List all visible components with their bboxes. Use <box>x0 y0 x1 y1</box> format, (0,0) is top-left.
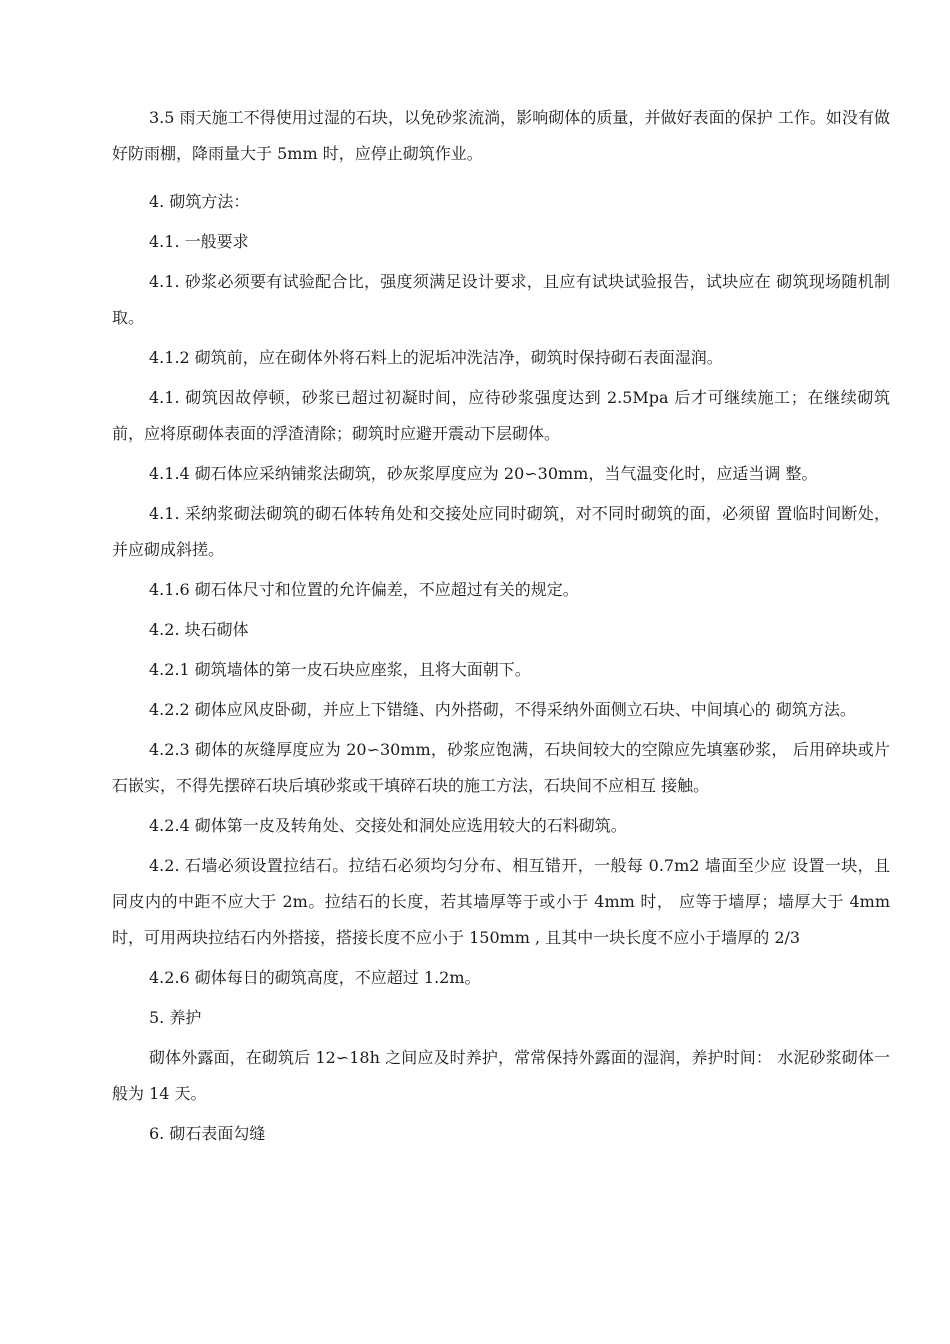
paragraph-4-2-6-daily-height: 4.2.6 砌体每日的砌筑高度，不应超过 1.2m。 <box>149 968 481 987</box>
document-page <box>112 100 890 1156</box>
paragraph-4-1-3-stoppage: 4.1. 砌筑因故停顿，砂浆已超过初凝时间，应待砂浆强度达到 2.5Mpa 后才可继续施工；在继续砌筑前，应将原砌体表面的浮渣清除；砌筑时应避开震动下层砌体。 <box>112 388 890 443</box>
paragraph-4-1-4-mortar-bed: 4.1.4 砌石体应采纳铺浆法砌筑，砂灰浆厚度应为 20∽30mm，当气温变化时，应适当调 整。 <box>149 464 818 483</box>
paragraph-4-2-4-large-stones: 4.2.4 砌体第一皮及转角处、交接处和洞处应选用较大的石料砌筑。 <box>149 816 627 835</box>
heading-4-2-rubble-masonry: 4.2. 块石砌体 <box>149 620 249 639</box>
paragraph-4-1-6-tolerance: 4.1.6 砌石体尺寸和位置的允许偏差，不应超过有关的规定。 <box>149 580 579 599</box>
paragraph-5-curing-detail: 砌体外露面，在砌筑后 12∽18h 之间应及时养护，常常保持外露面的湿润，养护时间： 水泥砂浆砌体一般为 14 天。 <box>112 1048 890 1103</box>
paragraph-4-2-1-first-course: 4.2.1 砌筑墙体的第一皮石块应座浆，且将大面朝下。 <box>149 660 531 679</box>
heading-4-masonry-method: 4. 砌筑方法： <box>149 192 250 211</box>
heading-5-curing: 5. 养护 <box>149 1008 202 1027</box>
heading-4-1-general-requirements: 4.1. 一般要求 <box>149 232 249 251</box>
paragraph-4-2-3-joints: 4.2.3 砌体的灰缝厚度应为 20∽30mm，砂浆应饱满，石块间较大的空隙应先填塞砂浆， 后用碎块或片石嵌实，不得先摆碎石块后填砂浆或干填碎石块的施工方法，石块间不应相互 接触。 <box>112 740 890 795</box>
paragraph-4-1-5-corners: 4.1. 采纳浆砌法砌筑的砌石体转角处和交接处应同时砌筑，对不同时砌筑的面，必须留 置临时间断处，并应砌成斜搓。 <box>112 504 890 559</box>
paragraph-4-1-2-cleaning: 4.1.2 砌筑前，应在砌体外将石料上的泥垢冲洗洁净，砌筑时保持砌石表面湿润。 <box>149 348 723 367</box>
paragraph-3-5-rain-construction: 3.5 雨天施工不得使用过湿的石块，以免砂浆流淌，影响砌体的质量，并做好表面的保护 工作。如没有做好防雨棚，降雨量大于 5mm 时，应停止砌筑作业。 <box>112 108 890 163</box>
paragraph-4-2-5-tie-stones: 4.2. 石墙必须设置拉结石。拉结石必须均匀分布、相互错开，一般每 0.7m2 墙面至少应 设置一块，且同皮内的中距不应大于 2m。拉结石的长度，若其墙厚等于或小于 4mm 时， 应等于墙厚；墙厚大于 4mm 时，可用两块拉结石内外搭接，搭接长度不应小于 150mm , 且其中一块长度不应小于墙厚的 2/3 <box>112 856 890 947</box>
heading-6-surface-pointing: 6. 砌石表面勾缝 <box>149 1124 266 1143</box>
paragraph-4-2-2-laying: 4.2.2 砌体应风皮卧砌，并应上下错缝、内外搭砌，不得采纳外面侧立石块、中间填心的 砌筑方法。 <box>149 700 856 719</box>
paragraph-4-1-1-mortar-mix: 4.1. 砂浆必须要有试验配合比，强度须满足设计要求，且应有试块试验报告，试块应在 砌筑现场随机制取。 <box>112 272 890 327</box>
